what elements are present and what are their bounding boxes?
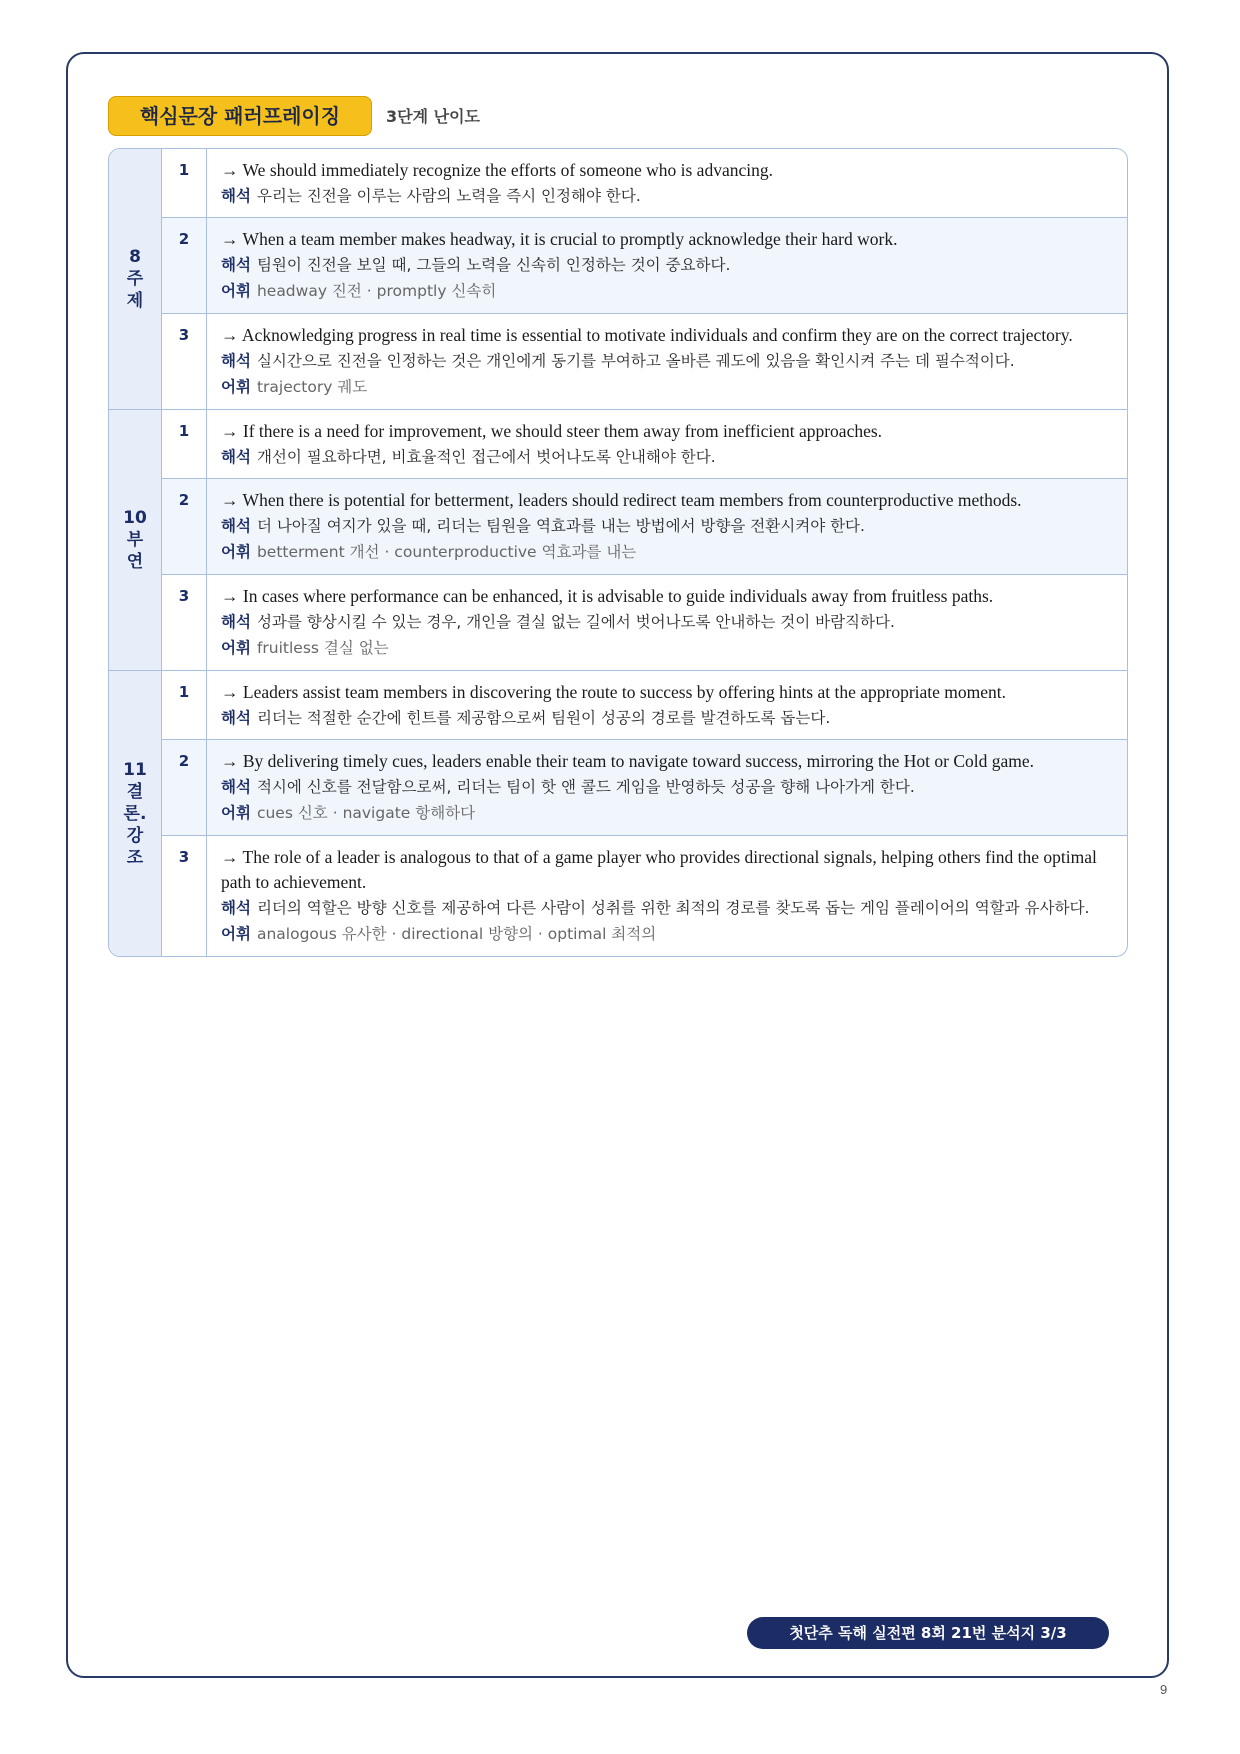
table-row — [162, 149, 1127, 217]
table-row — [162, 217, 1127, 313]
vocabulary: 어휘 headway 진전 · promptly 신속히 — [221, 282, 497, 300]
difficulty-label: 3단계 난이도 — [386, 107, 480, 126]
translation-tag: 해석 — [221, 778, 251, 796]
section-title: 핵심문장 패러프레이징 — [108, 96, 372, 136]
row-number: 3 — [162, 836, 207, 956]
translation: 해석 리더의 역할은 방향 신호를 제공하여 다른 사람이 성취를 위한 최적의 경로를 찾도록 돕는 게임 플레이어의 역할과 유사하다. — [221, 899, 1090, 917]
table-row — [162, 410, 1127, 478]
vocabulary: 어휘 cues 신호 · navigate 항해하다 — [221, 804, 476, 822]
group-label: 11 결론. 강조 — [109, 671, 162, 956]
row-number: 1 — [162, 149, 207, 217]
vocabulary: 어휘 trajectory 궤도 — [221, 378, 368, 396]
paraphrase-table — [108, 148, 1128, 957]
translation: 해석 더 나아질 여지가 있을 때, 리더는 팀원을 역효과를 내는 방법에서 방향을 전환시켜야 한다. — [221, 517, 865, 535]
translation: 해석 적시에 신호를 전달함으로써, 리더는 팀이 핫 앤 콜드 게임을 반영하듯 성공을 향해 나아가게 한다. — [221, 778, 915, 796]
table-row — [162, 313, 1127, 409]
row-number: 3 — [162, 575, 207, 670]
english-sentence: → If there is a need for improvement, we should steer them away from inefficient approaches. — [221, 421, 883, 441]
english-sentence: → When a team member makes headway, it is crucial to promptly acknowledge their hard work. — [221, 229, 898, 249]
translation: 해석 우리는 진전을 이루는 사람의 노력을 즉시 인정해야 한다. — [221, 187, 641, 205]
table-row — [162, 478, 1127, 574]
row-number: 2 — [162, 218, 207, 313]
vocabulary: 어휘 fruitless 결실 없는 — [221, 639, 389, 657]
group-10 — [109, 409, 1127, 670]
vocab-tag: 어휘 — [221, 804, 251, 822]
table-row — [162, 671, 1127, 739]
vocab-tag: 어휘 — [221, 543, 251, 561]
translation-tag: 해석 — [221, 256, 251, 274]
row-number: 2 — [162, 740, 207, 835]
page-number: 9 — [1160, 1682, 1168, 1697]
group-label: 8 주제 — [109, 149, 162, 409]
vocab-tag: 어휘 — [221, 378, 251, 396]
vocab-tag: 어휘 — [221, 282, 251, 300]
row-number: 1 — [162, 671, 207, 739]
translation-tag: 해석 — [221, 187, 251, 205]
english-sentence: → We should immediately recognize the efforts of someone who is advancing. — [221, 160, 773, 180]
row-number: 2 — [162, 479, 207, 574]
group-label: 10 부연 — [109, 410, 162, 670]
english-sentence: → When there is potential for betterment, leaders should redirect team members from counterproductive methods. — [221, 490, 1022, 510]
english-sentence: → Acknowledging progress in real time is essential to motivate individuals and confirm they are on the correct trajectory. — [221, 325, 1073, 345]
translation: 해석 팀원이 진전을 보일 때, 그들의 노력을 신속히 인정하는 것이 중요하다. — [221, 256, 731, 274]
translation-tag: 해석 — [221, 709, 251, 727]
translation: 해석 실시간으로 진전을 인정하는 것은 개인에게 동기를 부여하고 올바른 궤도에 있음을 확인시켜 주는 데 필수적이다. — [221, 352, 1015, 370]
translation: 해석 리더는 적절한 순간에 힌트를 제공함으로써 팀원이 성공의 경로를 발견하도록 돕는다. — [221, 709, 831, 727]
translation-tag: 해석 — [221, 352, 251, 370]
english-sentence: → The role of a leader is analogous to that of a game player who provides directional signals, helping others find the optimal path to achievement. — [221, 847, 1097, 892]
vocab-tag: 어휘 — [221, 925, 251, 943]
row-number: 1 — [162, 410, 207, 478]
group-8 — [109, 149, 1127, 409]
english-sentence: → Leaders assist team members in discovering the route to success by offering hints at the appropriate moment. — [221, 682, 1007, 702]
vocabulary: 어휘 betterment 개선 · counterproductive 역효과를 내는 — [221, 543, 637, 561]
footer-badge: 첫단추 독해 실전편 8회 21번 분석지 3/3 — [747, 1617, 1109, 1649]
table-row — [162, 739, 1127, 835]
translation-tag: 해석 — [221, 517, 251, 535]
table-row — [162, 574, 1127, 670]
vocab-tag: 어휘 — [221, 639, 251, 657]
english-sentence: → In cases where performance can be enhanced, it is advisable to guide individuals away from fruitless paths. — [221, 586, 994, 606]
translation-tag: 해석 — [221, 899, 251, 917]
group-11 — [109, 670, 1127, 956]
english-sentence: → By delivering timely cues, leaders enable their team to navigate toward success, mirroring the Hot or Cold game. — [221, 751, 1035, 771]
translation: 해석 성과를 향상시킬 수 있는 경우, 개인을 결실 없는 길에서 벗어나도록 안내하는 것이 바람직하다. — [221, 613, 895, 631]
translation-tag: 해석 — [221, 448, 251, 466]
table-row — [162, 835, 1127, 956]
translation-tag: 해석 — [221, 613, 251, 631]
row-number: 3 — [162, 314, 207, 409]
translation: 해석 개선이 필요하다면, 비효율적인 접근에서 벗어나도록 안내해야 한다. — [221, 448, 716, 466]
vocabulary: 어휘 analogous 유사한 · directional 방향의 · optimal 최적의 — [221, 925, 657, 943]
